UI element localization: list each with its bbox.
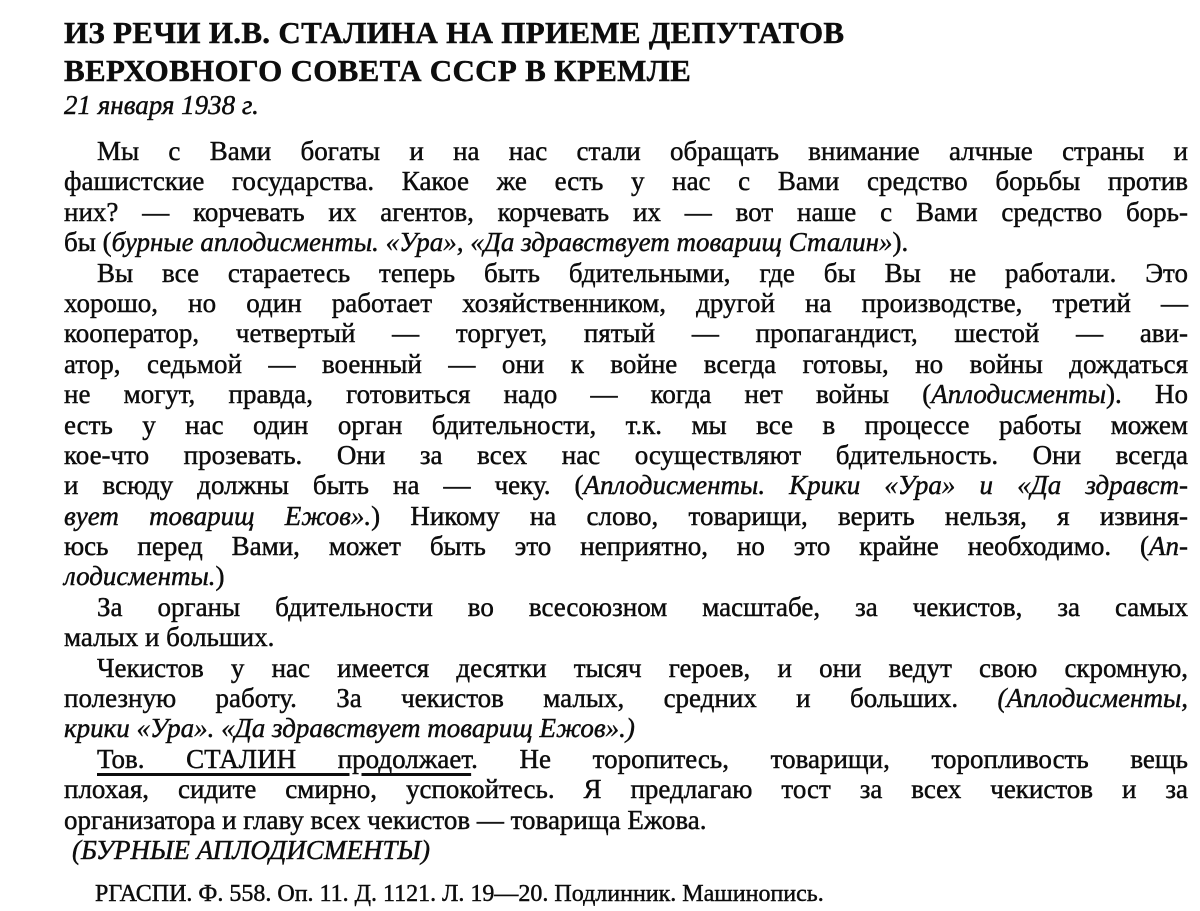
text-segment: и всюду должны быть на — чеку. ( — [64, 470, 584, 501]
paragraph — [64, 653, 1188, 744]
text-line — [64, 227, 1188, 257]
text-line — [64, 653, 1188, 683]
text-segment: кое-что прозевать. Они за всех нас осуществляют бдительность. Они всегда — [64, 439, 1188, 470]
text-line — [64, 440, 1188, 470]
text-line — [64, 197, 1188, 227]
text-segment: Вы все стараетесь теперь быть бдительными, где бы Вы не работали. Это — [97, 257, 1188, 288]
italic-text: лодисменты. — [64, 561, 216, 592]
paragraph — [64, 592, 1188, 653]
italic-text: Ап- — [1149, 531, 1188, 562]
text-segment: бы ( — [64, 227, 112, 258]
text-segment: организатора и главу всех чекистов — товарища Ежова. — [64, 804, 707, 835]
text-segment: фашистские государства. Какое же есть у нас с Вами средство борьбы против — [64, 166, 1188, 197]
text-line — [64, 470, 1188, 500]
text-line — [64, 379, 1188, 409]
italic-text: Аплодисменты — [931, 379, 1107, 410]
text-segment: юсь перед Вами, может быть это неприятно, но это крайне необходимо. ( — [64, 531, 1150, 562]
text-line — [64, 501, 1188, 531]
date-line: 21 января 1938 г. — [64, 90, 259, 120]
text-line — [64, 318, 1188, 348]
italic-text: (Аплодисменты, — [997, 683, 1188, 714]
text-segment: малых и больших. — [64, 622, 275, 653]
text-segment: ) — [215, 561, 225, 592]
paragraph — [64, 744, 1188, 835]
text-line — [64, 258, 1188, 288]
paragraph — [64, 136, 1188, 258]
document-title — [64, 14, 1188, 90]
document-page — [64, 14, 1188, 908]
text-segment: хорошо, но один работает хозяйственником, другой на производстве, третий — — [64, 287, 1188, 318]
text-segment: ). Но — [1106, 379, 1188, 410]
text-segment: ) Никому на слово, товарищи, верить нельзя, я извиня- — [371, 500, 1188, 531]
paragraph — [64, 835, 1188, 865]
title-line-1: ИЗ РЕЧИ И.В. СТАЛИНА НА ПРИЕМЕ ДЕПУТАТОВ — [64, 15, 845, 50]
text-segment: . Не торопитесь, товарищи, торопливость вещь — [471, 743, 1188, 774]
text-segment: не могут, правда, готовиться надо — когда нет войны ( — [64, 379, 932, 410]
text-line — [64, 622, 1188, 652]
text-line — [64, 349, 1188, 379]
text-line — [64, 166, 1188, 196]
paragraph — [64, 258, 1188, 592]
speech-body — [64, 136, 1188, 865]
text-segment: плохая, сидите смирно, успокойтесь. Я предлагаю тост за всех чекистов и за — [64, 774, 1188, 805]
text-line — [64, 136, 1188, 166]
italic-text: вует товарищ Ежов». — [64, 500, 372, 531]
text-segment: Мы с Вами богаты и на нас стали обращать внимание алчные страны и — [97, 136, 1188, 166]
text-segment: Чекистов у нас имеется десятки тысяч героев, и они ведут свою скромную, — [97, 652, 1188, 683]
text-line — [64, 774, 1188, 804]
title-line-2: ВЕРХОВНОГО СОВЕТА СССР В КРЕМЛЕ — [64, 53, 692, 88]
text-segment: есть у нас один орган бдительности, т.к. мы все в процессе работы можем — [64, 409, 1188, 440]
text-line — [64, 531, 1188, 561]
text-line — [64, 805, 1188, 835]
text-line — [64, 288, 1188, 318]
text-line — [64, 683, 1188, 713]
text-line — [64, 561, 1188, 591]
text-line — [64, 410, 1188, 440]
text-segment: них? — корчевать их агентов, корчевать их — вот наше с Вами средство борь- — [64, 196, 1188, 227]
text-segment: За органы бдительности во всесоюзном масштабе, за чекистов, за самых — [97, 591, 1188, 622]
underlined-text: Тов. СТАЛИН продолжает — [97, 743, 472, 774]
archive-citation: РГАСПИ. Ф. 558. Оп. 11. Д. 1121. Л. 19—20. Подлинник. Машинопись. — [95, 881, 824, 908]
italic-text: Аплодисменты. Крики «Ура» и «Да здравст- — [583, 470, 1189, 501]
text-line — [64, 835, 1188, 865]
text-line — [64, 713, 1188, 743]
italic-text: (БУРНЫЕ АПЛОДИСМЕНТЫ) — [72, 834, 430, 865]
italic-text: бурные аплодисменты. «Ура», «Да здравствует товарищ Сталин» — [111, 227, 893, 258]
text-segment: полезную работу. За чекистов малых, средних и больших. — [64, 683, 998, 714]
text-segment: атор, седьмой — военный — они к войне всегда готовы, но войны дождаться — [64, 348, 1188, 379]
italic-text: крики «Ура». «Да здравствует товарищ Ежов».) — [64, 713, 635, 744]
text-segment: кооператор, четвертый — торгует, пятый — пропагандист, шестой — ави- — [64, 318, 1188, 349]
text-line — [64, 744, 1188, 774]
text-segment: ). — [892, 227, 909, 258]
text-line — [64, 592, 1188, 622]
